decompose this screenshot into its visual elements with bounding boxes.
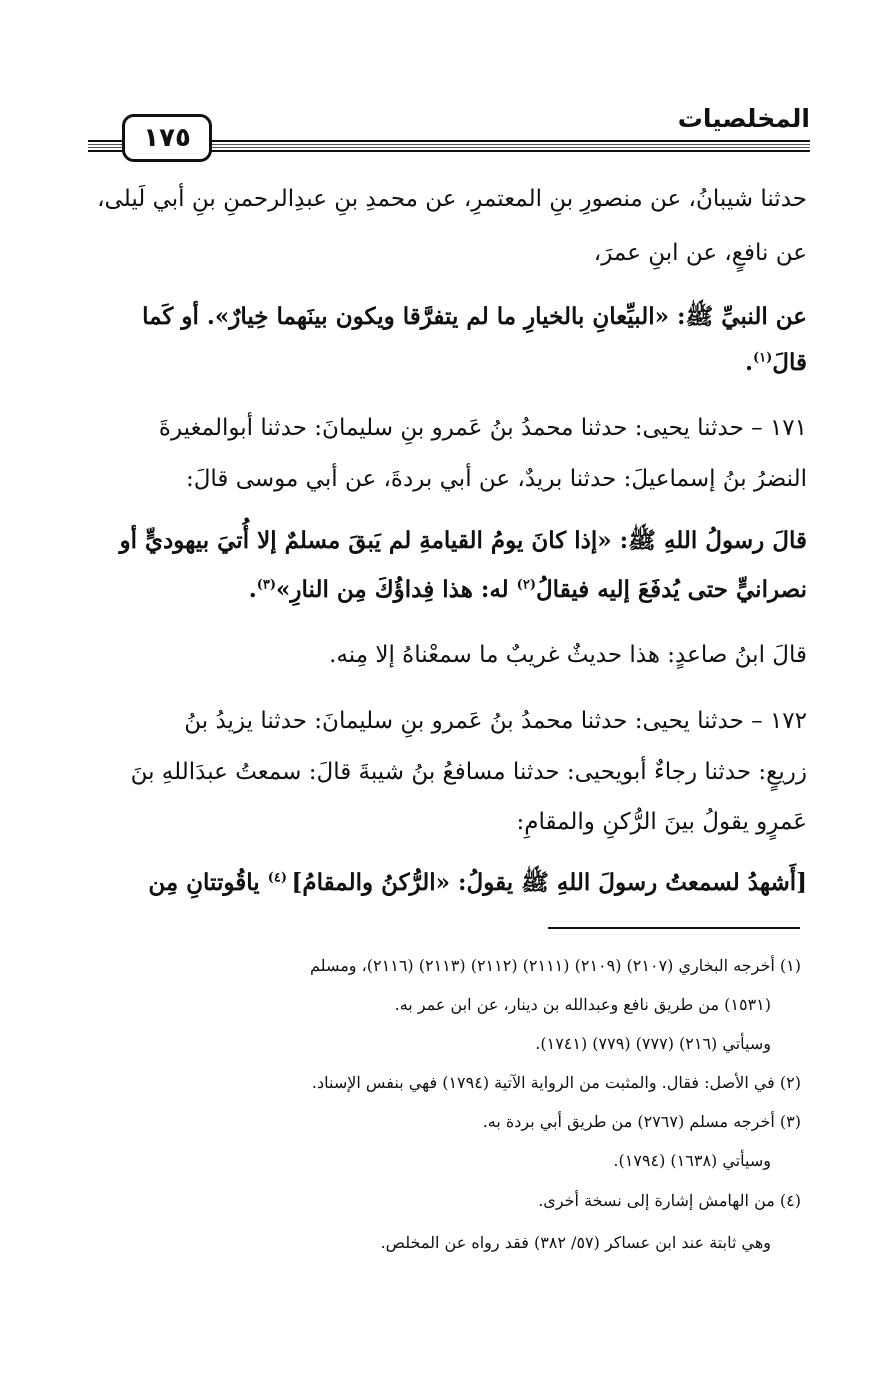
text-line: عن نافعٍ، عن ابنِ عمرَ، xyxy=(593,240,807,266)
footnote-ref: (٢) xyxy=(516,577,536,593)
footnote-1-cont: (١٥٣١) من طريق نافع وعبدالله بن دينار، عن ابن عمر به. xyxy=(394,995,771,1014)
footnote-4: (٤) من الهامش إشارة إلى نسخة أخرى. xyxy=(538,1191,801,1210)
text-line xyxy=(148,868,807,902)
text-segment: . xyxy=(744,349,753,376)
footnote-ref: (١) xyxy=(752,350,773,366)
footnote-4-cont: وهي ثابتة عند ابن عساكر (٥٧/ ٣٨٢) فقد رواه عن المخلص. xyxy=(380,1233,771,1252)
text-line: ١٧١ – حدثنا يحيى: حدثنا محمدُ بنُ عَمرو بنِ سليمانَ: حدثنا أبوالمغيرةَ xyxy=(158,415,807,441)
footnote-3-cont: وسيأتي (١٦٣٨) (١٧٩٤). xyxy=(613,1151,771,1170)
text-line: قالَ رسولُ اللهِ ﷺ: «إذا كانَ يومُ القيامةِ لم يَبقَ مسلمٌ إلا أُتيَ بيهوديٍّ أو xyxy=(119,527,807,554)
footnote-2: (٢) في الأصل: فقال. والمثبت من الرواية الآتية (١٧٩٤) فهي بنفس الإسناد. xyxy=(311,1073,801,1092)
page-number-box xyxy=(122,114,212,162)
text-segment: له: هذا فِداؤُكَ مِن النارِ» xyxy=(276,576,517,603)
text-segment: ياقُوتتانِ مِن xyxy=(148,869,268,896)
running-header xyxy=(88,100,810,162)
text-segment: قالَ xyxy=(772,349,807,376)
text-segment: [أَشهدُ لسمعتُ رسولَ اللهِ ﷺ يقولُ: «الرُّكنُ والمقامُ] xyxy=(291,869,807,896)
text-line: زريعٍ: حدثنا رجاءٌ أبويحيى: حدثنا مسافعُ بنُ شيبةَ قالَ: سمعتُ عبدَاللهِ بنَ xyxy=(130,759,807,785)
footnote-ref: (٤) xyxy=(267,870,292,886)
text-line xyxy=(745,349,807,376)
footnote-3: (٣) أخرجه مسلم (٢٧٦٧) من طريق أبي بردة به. xyxy=(482,1112,801,1131)
text-segment: . xyxy=(248,576,257,603)
text-line: ١٧٢ – حدثنا يحيى: حدثنا محمدُ بنُ عَمرو بنِ سليمانَ: حدثنا يزيدُ بنُ xyxy=(184,708,807,734)
footnote-1: (١) أخرجه البخاري (٢١٠٧) (٢١٠٩) (٢١١١) (٢١١٢) (٢١١٣) (٢١١٦)، ومسلم xyxy=(310,956,801,975)
text-line xyxy=(249,576,807,603)
footnote-ref: (٣) xyxy=(256,577,277,593)
footnote-separator xyxy=(548,927,800,929)
text-segment: نصرانيٍّ حتى يُدفَعَ إليه فيقالُ xyxy=(535,576,807,603)
text-line: حدثنا شيبانُ، عن منصورِ بنِ المعتمرِ، عن محمدِ بنِ عبدِالرحمنِ بنِ أبي لَيلى، xyxy=(97,186,807,212)
header-title: المخلصيات xyxy=(677,104,810,133)
text-line: عن النبيِّ ﷺ: «البيِّعانِ بالخيارِ ما لم يتفرَّقا ويكون بينَهما خِيارٌ». أو كَما xyxy=(142,303,807,330)
text-line: قالَ ابنُ صاعدٍ: هذا حديثٌ غريبٌ ما سمعْناهُ إلا مِنه. xyxy=(329,642,807,668)
page-number: ١٧٥ xyxy=(143,123,191,153)
text-line: النضرُ بنُ إسماعيلَ: حدثنا بريدٌ، عن أبي بردةَ، عن أبي موسى قالَ: xyxy=(185,466,807,492)
footnote-1-cont: وسيأتي (٢١٦) (٧٧٧) (٧٧٩) (١٧٤١). xyxy=(535,1034,771,1053)
text-line: عَمرٍو يقولُ بينَ الرُّكنِ والمقامِ: xyxy=(516,809,807,835)
